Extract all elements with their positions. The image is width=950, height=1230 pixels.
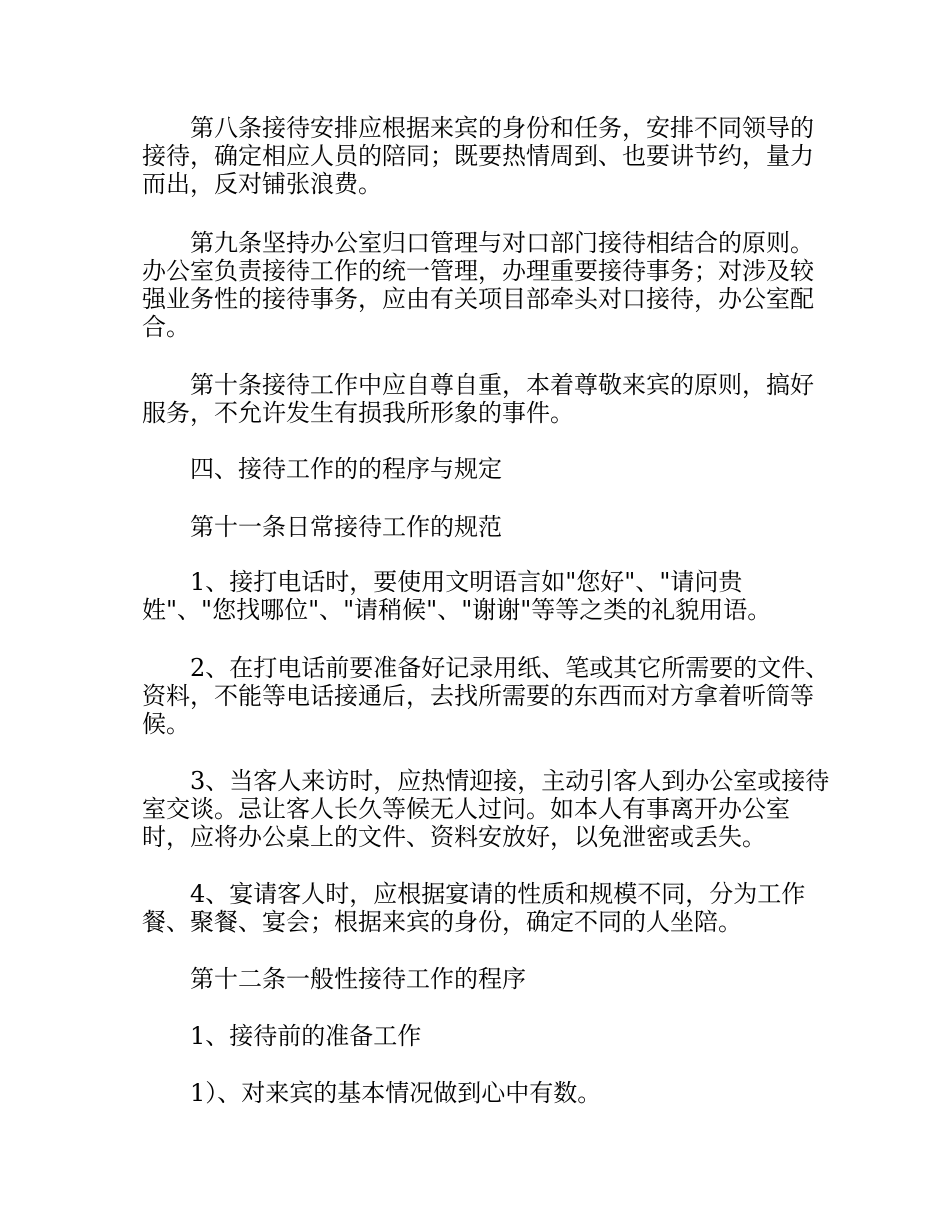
- list-item-call-preparation: 2、在打电话前要准备好记录用纸、笔或其它所需要的文件、资料，不能等电话接通后，去找所需要的东西而对方拿着听筒等候。: [142, 654, 830, 738]
- list-item-phone-etiquette: 1、接打电话时，要使用文明语言如"您好"、"请问贵姓"、"您找哪位"、"请稍候"、"谢谢"等等之类的礼貌用语。: [142, 568, 772, 624]
- list-item-visitor-reception: 3、当客人来访时，应热情迎接，主动引客人到办公室或接待室交谈。忌让客人长久等候无人过问。如本人有事离开办公室时，应将办公桌上的文件、资料安放好，以免泄密或丢失。: [142, 767, 830, 851]
- paragraph-article-12: 第十二条一般性接待工作的程序: [190, 965, 526, 993]
- paragraph-article-10: 第十条接待工作中应自尊自重，本着尊敬来宾的原则，搞好服务，不允许发生有损我所形象的事件。: [142, 371, 814, 427]
- list-item-preparation: 1、接待前的准备工作: [190, 1022, 422, 1050]
- paragraph-article-9: 第九条坚持办公室归口管理与对口部门接待相结合的原则。办公室负责接待工作的统一管理，办理重要接待事务；对涉及较强业务性的接待事务，应由有关项目部牵头对口接待，办公室配合。: [142, 229, 814, 341]
- list-item-banquet: 4、宴请客人时，应根据宴请的性质和规模不同，分为工作餐、聚餐、宴会；根据来宾的身份，确定不同的人坐陪。: [142, 880, 806, 936]
- paragraph-article-11: 第十一条日常接待工作的规范: [190, 513, 502, 541]
- section-heading-procedures: 四、接待工作的的程序与规定: [190, 455, 502, 483]
- paragraph-article-8: 第八条接待安排应根据来宾的身份和任务，安排不同领导的接待，确定相应人员的陪同；既要热情周到、也要讲节约，量力而出，反对铺张浪费。: [142, 114, 814, 198]
- list-item-visitor-info: 1）、对来宾的基本情况做到心中有数。: [190, 1079, 602, 1107]
